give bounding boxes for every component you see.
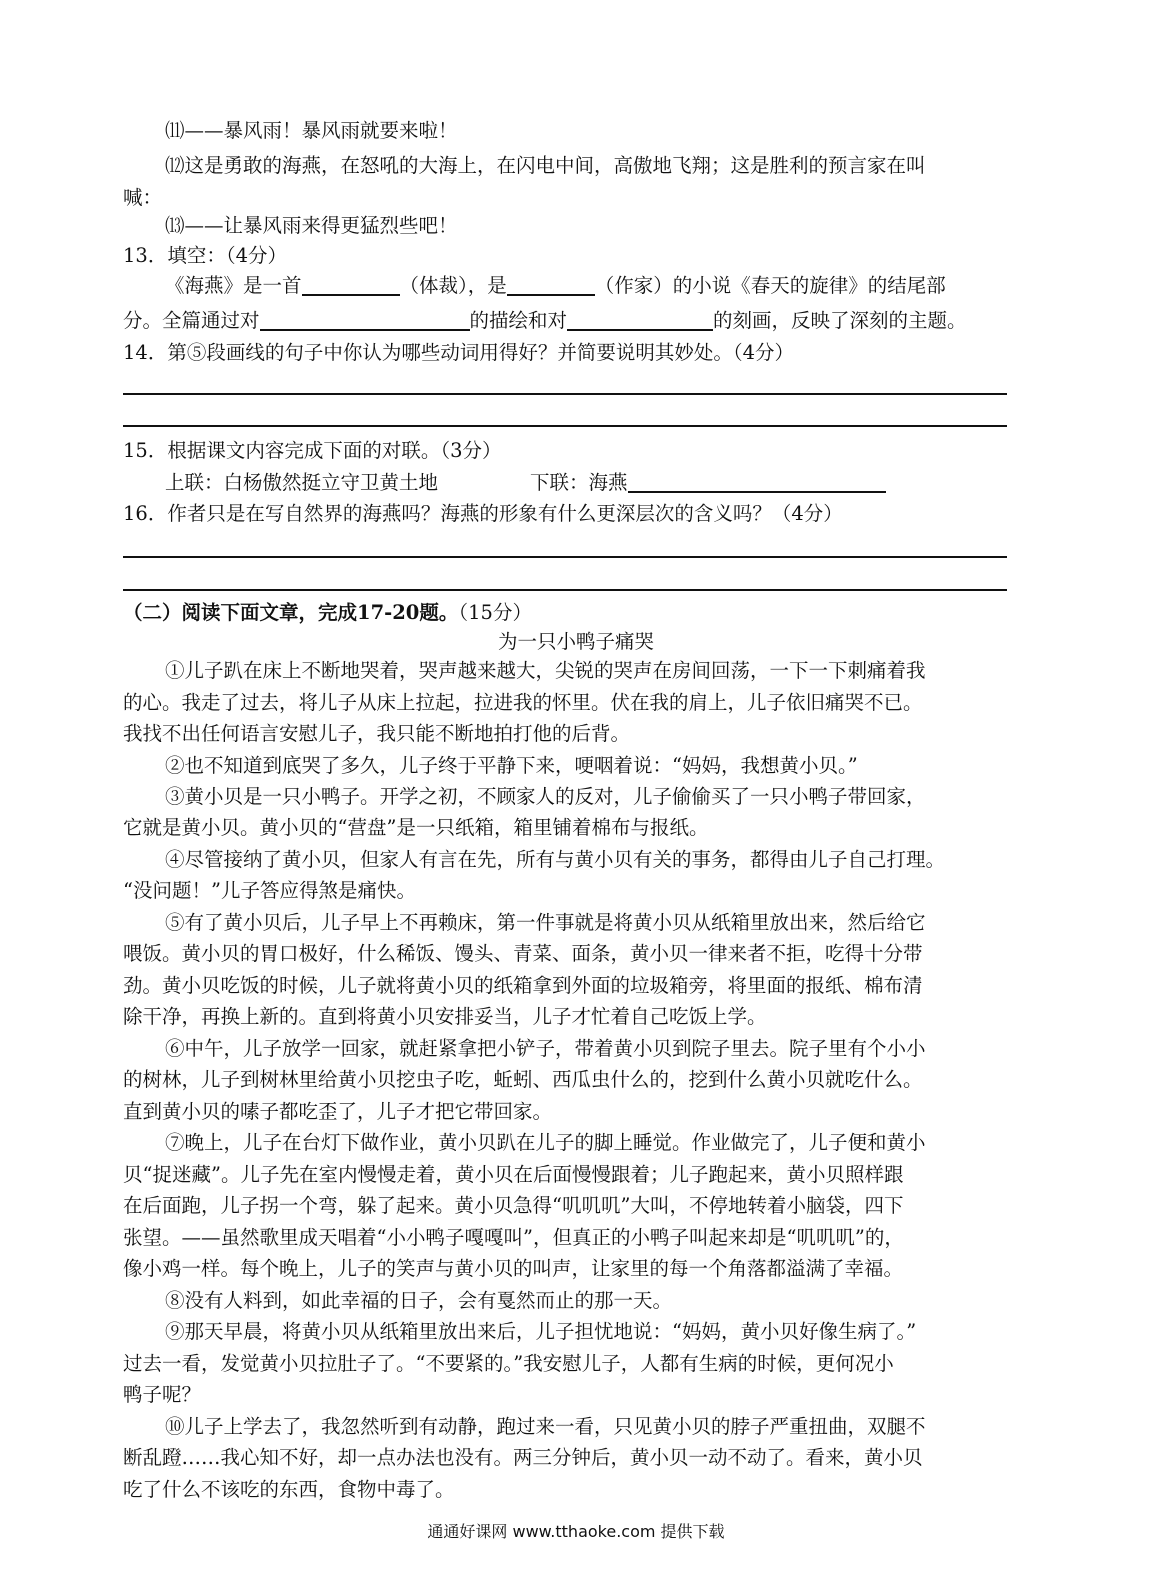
article-line: 除干净，再换上新的。直到将黄小贝安排妥当，儿子才忙着自己吃饭上学。 [123, 1005, 767, 1028]
article-line: 我找不出任何语言安慰儿子，我只能不断地拍打他的后背。 [123, 722, 631, 745]
q13-text-3: （作家）的小说《春天的旋律》的结尾部 [594, 274, 946, 297]
article-line: ⑨那天早晨，将黄小贝从纸箱里放出来后，儿子担忧地说：“妈妈，黄小贝好像生病了。” [165, 1320, 917, 1343]
article-line: “没问题！”儿子答应得煞是痛快。 [123, 879, 416, 902]
blank-portrayal[interactable] [567, 307, 713, 331]
article-line: 贝“捉迷藏”。儿子先在室内慢慢走着，黄小贝在后面慢慢跟着；儿子跑起来，黄小贝照样跟 [123, 1163, 904, 1186]
q13-text-1: 《海燕》是一首 [165, 274, 302, 297]
question-13-line-1 [165, 269, 946, 303]
article-title: 为一只小鸭子痛哭 [497, 630, 654, 653]
section-2-score: （15分） [458, 601, 532, 624]
question-15: 15．根据课文内容完成下面的对联。（3分） [123, 439, 502, 462]
article-line: 的心。我走了过去，将儿子从床上拉起，拉进我的怀里。伏在我的肩上，儿子依旧痛哭不已。 [123, 691, 923, 714]
article-line: 它就是黄小贝。黄小贝的“营盘”是一只纸箱，箱里铺着棉布与报纸。 [123, 816, 709, 839]
article-line: ⑥中午，儿子放学一回家，就赶紧拿把小铲子，带着黄小贝到院子里去。院子里有个小小 [165, 1037, 926, 1060]
question-13-head: 13．填空：（4分） [123, 244, 287, 267]
poem-line-12a: ⑿这是勇敢的海燕，在怒吼的大海上，在闪电中间，高傲地飞翔；这是胜利的预言家在叫 [165, 154, 926, 177]
question-16: 16．作者只是在写自然界的海燕吗？海燕的形象有什么更深层次的含义吗？（4分） [123, 502, 843, 525]
q13-text-4: 分。全篇通过对 [123, 309, 260, 332]
article-line: 张望。——虽然歌里成天唱着“小小鸭子嘎嘎叫”，但真正的小鸭子叫起来却是“叽叽叽”的， [123, 1226, 904, 1249]
article-line: 在后面跑，儿子拐一个弯，躲了起来。黄小贝急得“叽叽叽”大叫，不停地转着小脑袋，四下 [123, 1194, 904, 1217]
article-line: ⑧没有人料到，如此幸福的日子，会有戛然而止的那一天。 [165, 1289, 673, 1312]
blank-author[interactable] [507, 272, 595, 296]
poem-line-11: ⑾——暴风雨！暴风雨就要来啦！ [165, 119, 458, 142]
article-line: ①儿子趴在床上不断地哭着，哭声越来越大，尖锐的哭声在房间回荡，一下一下刺痛着我 [165, 659, 926, 682]
answer-line-14a[interactable] [123, 393, 1007, 395]
answer-line-16a[interactable] [123, 556, 1007, 558]
article-line: ③黄小贝是一只小鸭子。开学之初，不顾家人的反对，儿子偷偷买了一只小鸭子带回家， [165, 785, 926, 808]
article-line: 像小鸡一样。每个晚上，儿子的笑声与黄小贝的叫声，让家里的每一个角落都溢满了幸福。 [123, 1257, 904, 1280]
couplet-lower-label: 下联：海燕 [530, 471, 628, 494]
article-line: ⑩儿子上学去了，我忽然听到有动静，跑过来一看，只见黄小贝的脖子严重扭曲，双腿不 [165, 1415, 926, 1438]
q13-text-5: 的描绘和对 [469, 309, 568, 332]
answer-line-16b[interactable] [123, 589, 1007, 591]
couplet-lower [530, 466, 886, 500]
q13-text-2: （体裁），是 [399, 274, 507, 297]
article-line: 过去一看，发觉黄小贝拉肚子了。“不要紧的。”我安慰儿子，人都有生病的时候，更何况小 [123, 1352, 894, 1375]
article-line: 喂饭。黄小贝的胃口极好，什么稀饭、馒头、青菜、面条，黄小贝一律来者不拒，吃得十分带 [123, 942, 923, 965]
poem-line-13: ⒀——让暴风雨来得更猛烈些吧！ [165, 214, 458, 237]
blank-description[interactable] [260, 307, 470, 331]
q13-text-6: 的刻画，反映了深刻的主题。 [713, 309, 967, 332]
article-line: ②也不知道到底哭了多久，儿子终于平静下来，哽咽着说：“妈妈，我想黄小贝。” [165, 754, 858, 777]
article-line: 鸭子呢？ [123, 1383, 202, 1406]
section-2-title: （二）阅读下面文章，完成17-20题。 [123, 601, 459, 624]
article-line: 断乱蹬……我心知不好，却一点办法也没有。两三分钟后，黄小贝一动不动了。看来，黄小贝 [123, 1446, 923, 1469]
blank-couplet[interactable] [628, 469, 886, 493]
article-line: 的树林，儿子到树林里给黄小贝挖虫子吃，蚯蚓、西瓜虫什么的，挖到什么黄小贝就吃什么。 [123, 1068, 923, 1091]
article-line: 劲。黄小贝吃饭的时候，儿子就将黄小贝的纸箱拿到外面的垃圾箱旁，将里面的报纸、棉布清 [123, 974, 923, 997]
article-line: 吃了什么不该吃的东西，食物中毒了。 [123, 1478, 455, 1501]
page-footer: 通通好课网 www.tthaoke.com 提供下载 [427, 1522, 725, 1541]
article-line: ⑦晚上，儿子在台灯下做作业，黄小贝趴在儿子的脚上睡觉。作业做完了，儿子便和黄小 [165, 1131, 926, 1154]
article-line: ④尽管接纳了黄小贝，但家人有言在先，所有与黄小贝有关的事务，都得由儿子自己打理。 [165, 848, 946, 871]
couplet-upper: 上联：白杨傲然挺立守卫黄土地 [165, 471, 439, 494]
blank-genre[interactable] [302, 272, 400, 296]
question-14: 14．第⑤段画线的句子中你认为哪些动词用得好？并简要说明其妙处。（4分） [123, 341, 794, 364]
poem-line-12b: 喊： [123, 186, 163, 209]
question-13-line-2 [123, 304, 967, 338]
answer-line-14b[interactable] [123, 425, 1007, 427]
article-line: 直到黄小贝的嗉子都吃歪了，儿子才把它带回家。 [123, 1100, 553, 1123]
article-line: ⑤有了黄小贝后，儿子早上不再赖床，第一件事就是将黄小贝从纸箱里放出来，然后给它 [165, 911, 926, 934]
